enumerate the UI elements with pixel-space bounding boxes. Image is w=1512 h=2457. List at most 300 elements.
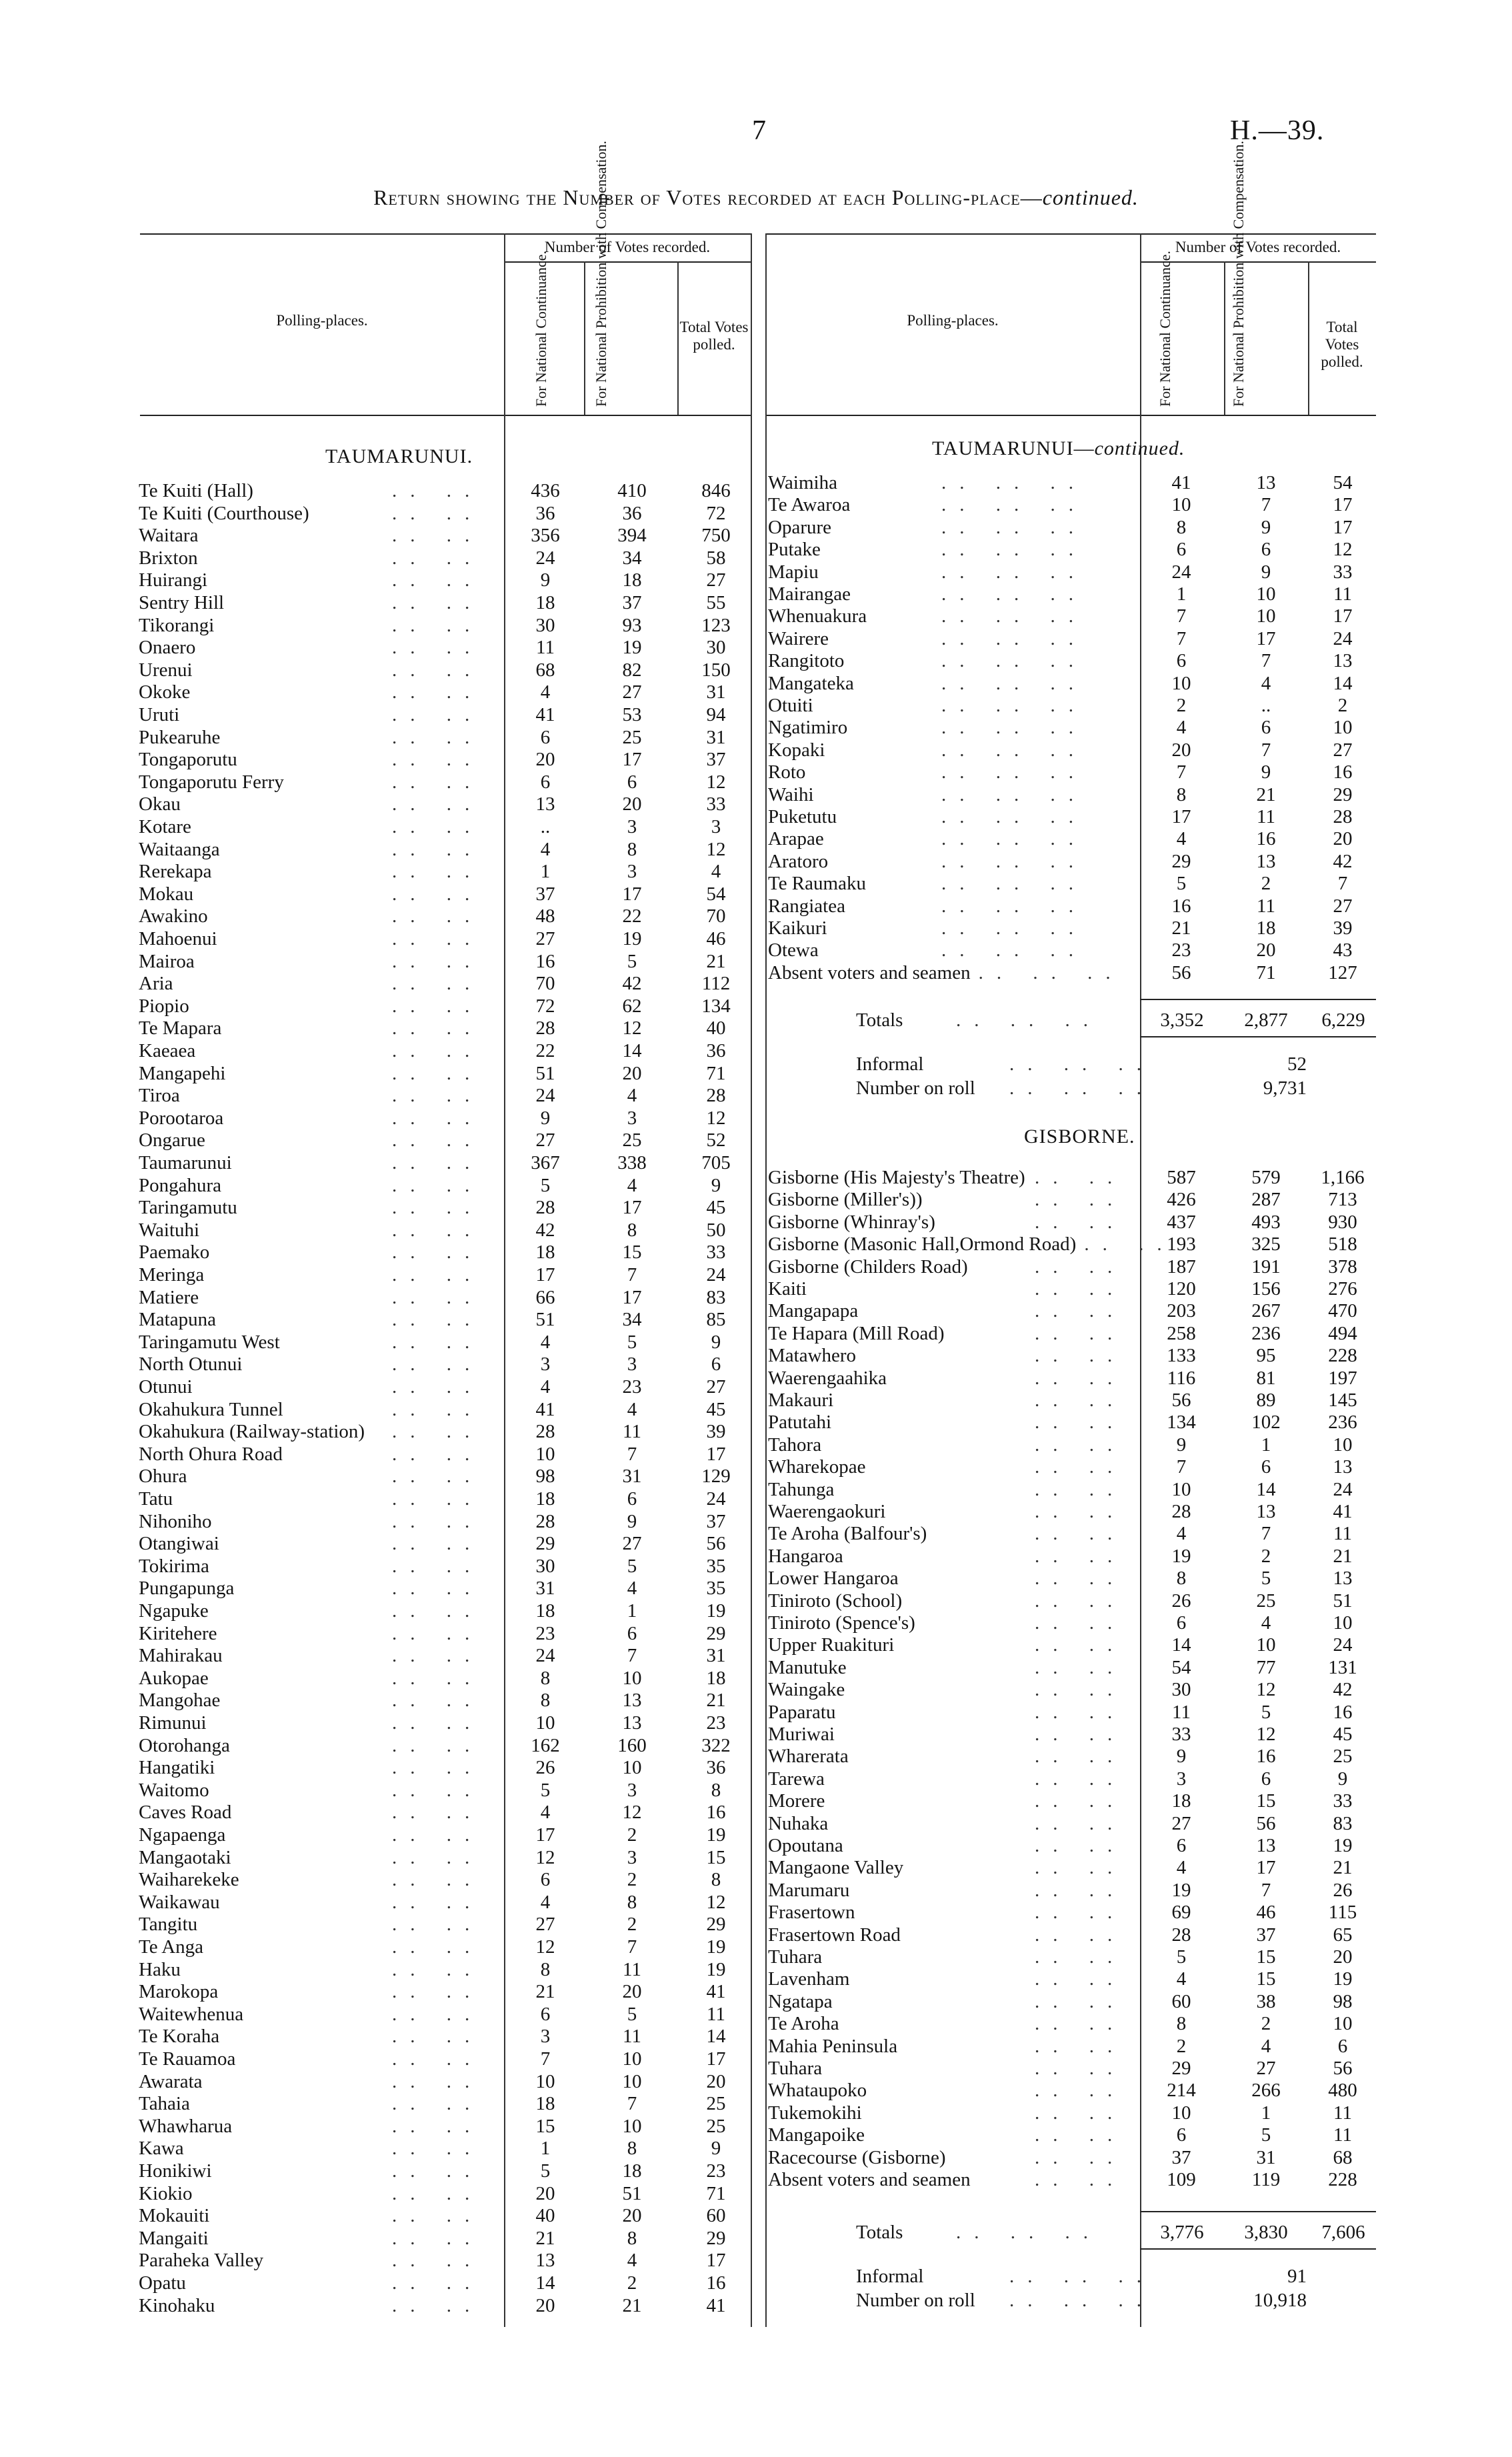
polling-place-name: Matawhero [768,1345,857,1367]
leader-dots: .. .. [1035,1724,1126,1745]
prohibition-votes: 236 [1251,1322,1281,1344]
leader-dots: .. .. [1035,1634,1126,1656]
prohibition-votes: 6 [1261,1768,1271,1790]
continuance-votes: 27 [535,928,555,949]
table-row [768,1880,1376,1902]
leader-dots: .. .. [392,2115,483,2137]
table-row [139,1802,751,1824]
table-row [768,1189,1376,1211]
table-row [768,1746,1376,1768]
continuance-votes: 1 [1176,583,1187,605]
leader-dots: .. .. [1035,1812,1126,1834]
leader-dots: .. .. .. [941,561,1087,583]
continuance-votes: 4 [540,1802,551,1824]
leader-dots: .. .. [1035,1879,1126,1901]
leader-dots: .. .. [1035,2102,1126,2124]
totals-continuance-gisborne: 3,776 [1160,2222,1204,2243]
total-votes: 2 [1337,695,1348,716]
continuance-votes: 4 [1176,1857,1187,1879]
total-votes: 480 [1328,2080,1357,2102]
table-row [768,1657,1376,1679]
leader-dots: .. .. [392,2205,483,2227]
table-row [139,1757,751,1779]
prohibition-votes: 20 [1256,939,1276,961]
table-row [139,1981,751,2003]
prohibition-heading-right: For National Prohibition with Compensation. [1230,140,1247,407]
table-row [768,1234,1376,1256]
leader-dots: .. .. .. [956,1009,1101,1031]
prohibition-votes: 10 [622,2070,642,2092]
leader-dots: .. .. [1035,1345,1126,1367]
total-votes: 31 [706,726,726,748]
leader-dots: .. .. [392,1667,483,1689]
leader-dots: .. .. [392,1398,483,1420]
totals-rule-top-b [1140,2211,1376,2212]
continuance-votes: 69 [1171,1902,1191,1924]
leader-dots: .. .. [392,2272,483,2294]
leader-dots: .. .. .. [941,539,1087,561]
prohibition-votes: 17 [622,883,642,905]
leader-dots: .. .. [1035,1701,1126,1723]
prohibition-votes: 6 [1261,717,1271,739]
prohibition-votes: 38 [1256,1990,1276,2012]
prohibition-votes: 7 [1261,1879,1271,1901]
continuance-votes: 13 [535,793,555,815]
total-votes: 45 [706,1197,726,1219]
total-heading-left: Total Votes polled. [679,319,749,353]
total-votes: 31 [706,681,726,703]
leader-dots: .. .. .. [941,939,1087,961]
totals-row-gisborne [856,2220,1149,2244]
continuance-votes: 356 [531,525,560,547]
total-votes: 9 [711,1174,721,1196]
polling-place-name: Arapae [768,828,824,850]
leader-dots: .. .. [392,2026,483,2048]
prohibition-votes: 5 [1261,1701,1271,1723]
continuance-votes: 66 [535,1286,555,1308]
table-row [139,2138,751,2160]
leader-dots: .. .. [392,1981,483,2003]
table-row [139,547,751,569]
total-votes: 12 [706,771,726,793]
prohibition-votes: 266 [1251,2080,1281,2102]
title-text: Return showing the Number of Votes recorded at each Polling-place— [373,185,1043,209]
continuance-votes: 20 [1171,739,1191,761]
leader-dots: .. .. [392,1017,483,1039]
prohibition-votes: 7 [1261,739,1271,761]
total-votes: 228 [1328,1345,1357,1367]
totals-total-gisborne: 7,606 [1321,2222,1365,2243]
total-votes: 705 [701,1152,731,1173]
continuance-votes: 5 [540,2160,551,2182]
polling-place-name: Piopio [139,995,189,1017]
leader-dots: .. .. [1035,1946,1126,1968]
continuance-votes: 8 [540,1667,551,1689]
total-votes: 20 [1333,828,1353,850]
leader-dots: .. .. [1035,1478,1126,1500]
table-row [139,1107,751,1129]
leader-dots: .. .. [1035,1367,1126,1389]
prohibition-votes: 7 [627,1645,637,1667]
continuance-votes: 18 [1171,1790,1191,1812]
table-row [768,828,1376,850]
total-votes: 60 [706,2205,726,2227]
table-row [139,1040,751,1062]
leader-dots: .. .. [392,1510,483,1532]
table-row [768,761,1376,783]
table-row [139,861,751,883]
continuance-votes: 426 [1167,1189,1196,1211]
polling-place-name: Te Aroha [768,2013,839,2035]
continuance-votes: 187 [1167,1256,1196,1278]
leader-dots: .. .. .. [941,828,1087,850]
continuance-votes: 16 [535,950,555,972]
continuance-votes: 367 [531,1152,560,1173]
total-votes: 50 [706,1219,726,1241]
prohibition-votes: 8 [627,1219,637,1241]
leader-dots: .. .. [1035,1790,1126,1812]
total-votes: 8 [711,1869,721,1891]
leader-dots: .. .. [392,861,483,883]
total-votes: 40 [706,1017,726,1039]
polling-place-name: Te Raumaku [768,873,866,895]
table-row [768,717,1376,739]
polling-place-name: Muriwai [768,1724,835,1745]
informal-value-gisborne: 91 [1287,2266,1307,2287]
prohibition-votes: 17 [622,1197,642,1219]
prohibition-votes: 89 [1256,1390,1276,1411]
divider-left-2 [584,261,585,415]
total-votes: 4 [711,861,721,883]
total-votes: 21 [1333,1857,1353,1879]
continuance-votes: 29 [1171,850,1191,872]
leader-dots: .. .. [392,1712,483,1734]
total-votes: 1,166 [1321,1167,1365,1188]
continuance-votes: 23 [1171,939,1191,961]
prohibition-votes: 2 [627,1824,637,1846]
polling-place-name: Kawa [139,2138,184,2160]
total-votes: 30 [706,637,726,659]
total-votes: 28 [706,1085,726,1107]
total-votes: 51 [1333,1590,1353,1612]
continuance-votes: 26 [535,1757,555,1779]
continuance-votes: 7 [540,2048,551,2070]
polling-place-name: Mairoa [139,950,195,972]
prohibition-votes: 34 [622,1309,642,1331]
total-votes: 276 [1328,1278,1357,1300]
leader-dots: .. .. [392,2294,483,2316]
polling-place-name: Urenui [139,659,193,681]
continuance-votes: 4 [540,1376,551,1398]
votes-recorded-heading-left: Number of Votes recorded. [544,239,711,255]
table-row [768,695,1376,717]
continuance-votes: 11 [536,637,555,659]
prohibition-votes: 10 [622,2048,642,2070]
polling-place-name: Awarata [139,2070,203,2092]
table-row [139,1578,751,1600]
polling-place-name: Te Anga [139,1936,204,1958]
table-row [139,592,751,614]
leader-dots: .. .. [392,2182,483,2204]
leader-dots: .. .. [392,1466,483,1488]
polling-place-name: Pungapunga [139,1578,235,1600]
continuance-votes: 8 [540,1690,551,1712]
total-votes: 930 [1328,1211,1357,1233]
prohibition-votes: 3 [627,1846,637,1868]
table-row [768,895,1376,917]
polling-place-name: Okau [139,793,181,815]
roll-value-gisborne: 10,918 [1253,2290,1307,2311]
total-votes: 10 [1333,2013,1353,2035]
leader-dots: .. .. [1035,1857,1126,1879]
leader-dots: .. .. [392,569,483,591]
prohibition-votes: 22 [622,905,642,927]
total-votes: 46 [706,928,726,949]
polling-place-name: Opatu [139,2272,186,2294]
total-votes: 10 [1333,717,1353,739]
table-row [139,2228,751,2250]
polling-place-name: Tiniroto (School) [768,1590,903,1612]
polling-place-name: Kaeaea [139,1040,196,1061]
prohibition-votes: 20 [622,793,642,815]
polling-place-name: Onaero [139,637,196,659]
prohibition-votes: 156 [1251,1278,1281,1300]
table-row [139,816,751,838]
continuance-votes: 214 [1167,2080,1196,2102]
totals-continuance-taumarunui: 3,352 [1160,1009,1204,1031]
continuance-votes: 56 [1171,961,1191,983]
leader-dots: .. .. .. [941,895,1087,917]
polling-place-name: Tukemokihi [768,2102,862,2124]
prohibition-votes: 27 [622,681,642,703]
prohibition-votes: 191 [1251,1256,1281,1278]
table-row [768,2013,1376,2035]
table-row [768,605,1376,627]
leader-dots: .. .. [392,2138,483,2160]
total-votes: 27 [1333,895,1353,917]
continuance-votes: 162 [531,1734,560,1756]
prohibition-votes: 15 [622,1242,642,1264]
total-votes: 197 [1328,1367,1357,1389]
polling-place-name: Marokopa [139,1981,219,2003]
prohibition-votes: 11 [623,2026,641,2048]
table-row [139,1399,751,1421]
leader-dots: .. .. [392,1936,483,1958]
total-votes: 322 [701,1734,731,1756]
table-row [139,1017,751,1039]
total-votes: 12 [706,838,726,860]
prohibition-votes: 4 [627,1085,637,1107]
roll-value-taumarunui: 9,731 [1263,1077,1307,1099]
prohibition-votes: 3 [627,861,637,883]
total-votes: 19 [706,1600,726,1622]
informal-row-gisborne [856,2264,1155,2288]
prohibition-votes: 7 [627,2093,637,2115]
leader-dots: .. .. .. [941,472,1087,493]
total-votes: 12 [706,1891,726,1913]
polling-place-name: Hangatiki [139,1757,215,1779]
total-votes: 112 [701,973,731,995]
polling-place-name: Patutahi [768,1412,832,1434]
leader-dots: .. .. [392,1555,483,1577]
prohibition-votes: 11 [623,1421,641,1443]
leader-dots: .. .. [392,1757,483,1779]
prohibition-votes: 17 [1256,1857,1276,1879]
total-votes: 518 [1328,1234,1357,1256]
total-votes: 35 [706,1578,726,1600]
continuance-votes: 41 [535,1398,555,1420]
divider-right-2 [1224,261,1225,415]
prohibition-heading-left: For National Prohibition with Compensation. [593,140,609,407]
leader-dots: .. .. .. [941,917,1087,939]
table-row [139,2160,751,2182]
prohibition-votes: 95 [1256,1345,1276,1367]
table-row [139,615,751,637]
leader-dots: .. .. [392,2160,483,2182]
polling-place-name: Mangapehi [139,1062,226,1084]
table-row [768,1546,1376,1568]
total-votes: 70 [706,905,726,927]
polling-place-name: Paemako [139,1242,210,1264]
prohibition-votes: 9 [627,1510,637,1532]
leader-dots: .. .. [392,1443,483,1465]
table-row [768,2147,1376,2169]
polling-place-name: Rangitoto [768,650,845,672]
table-row [768,1278,1376,1300]
total-heading-right: Total Votes polled. [1321,319,1363,370]
continuance-votes: 29 [535,1533,555,1555]
table-row [139,771,751,793]
table-row [768,1612,1376,1634]
continuance-votes: 30 [535,1555,555,1577]
total-votes: 65 [1333,1924,1353,1946]
table-row [139,1735,751,1757]
total-votes: 23 [706,2160,726,2182]
total-votes: 42 [1333,850,1353,872]
continuance-votes: 8 [1176,516,1187,538]
continuance-votes: 10 [535,1712,555,1734]
prohibition-votes: 2 [1261,873,1271,895]
polling-place-name: Wharekopae [768,1456,866,1478]
polling-place-name: Rangiatea [768,895,845,917]
table-row [768,1924,1376,1946]
table-row [768,1857,1376,1879]
total-votes: 24 [1333,1478,1353,1500]
total-votes: 17 [1333,605,1353,627]
continuance-votes: 54 [1171,1656,1191,1678]
table-row [139,1869,751,1891]
prohibition-votes: 10 [1256,605,1276,627]
table-row [768,1813,1376,1835]
leader-dots: .. .. [392,1600,483,1622]
polling-place-name: Paraheka Valley [139,2250,264,2272]
total-votes: 36 [706,1757,726,1779]
leader-dots: .. .. [1035,1501,1126,1522]
leader-dots: .. .. [392,1690,483,1712]
continuance-votes: 10 [535,2070,555,2092]
polling-place-name: Ngapaenga [139,1824,226,1846]
leader-dots: .. .. [392,1242,483,1264]
prohibition-votes: 15 [1256,1946,1276,1968]
total-votes: 29 [1333,783,1353,805]
prohibition-votes: 11 [1257,806,1275,827]
table-row [768,1902,1376,1924]
table-row [768,1946,1376,1968]
leader-dots: .. .. [392,1869,483,1891]
polling-place-name: Porootaroa [139,1107,224,1129]
prohibition-votes: 338 [617,1152,647,1173]
total-votes: 494 [1328,1322,1357,1344]
table-row [139,1466,751,1488]
continuance-votes: 28 [535,1421,555,1443]
prohibition-votes: 23 [622,1376,642,1398]
total-votes: 55 [706,592,726,613]
polling-place-name: Aria [139,973,173,995]
leader-dots: .. .. [1035,1990,1126,2012]
table-row [768,1434,1376,1456]
total-votes: 131 [1328,1656,1357,1678]
leader-dots: .. .. [1035,1322,1126,1344]
table-row [139,1712,751,1734]
polling-place-name: Matapuna [139,1309,216,1331]
continuance-votes: 18 [535,592,555,613]
leader-dots: .. .. [392,1085,483,1107]
prohibition-votes: 579 [1251,1167,1281,1188]
leader-dots: .. .. .. [941,672,1087,694]
total-votes: 19 [1333,1835,1353,1856]
table-row [768,806,1376,828]
table-row [139,1197,751,1219]
leader-dots: .. .. [392,1376,483,1398]
continuance-votes: 7 [1176,605,1187,627]
leader-dots: .. .. [1035,2169,1126,2190]
leader-dots: .. .. .. [978,961,1124,983]
votes-recorded-heading-right: Number of Votes recorded. [1175,239,1341,255]
section-title-taumarunui: TAUMARUNUI. [325,445,473,467]
continuance-votes: 26 [1171,1590,1191,1612]
table-row [139,2295,751,2317]
leader-dots: .. .. [392,1174,483,1196]
leader-dots: .. .. [392,816,483,837]
page-number: 7 [752,115,766,146]
polling-place-name: Waerengaahika [768,1367,887,1389]
prohibition-votes: 12 [1256,1724,1276,1745]
polling-place-name: Mairangae [768,583,851,605]
document-reference: H.—39. [1230,115,1325,146]
leader-dots: .. .. [1035,2035,1126,2057]
polling-place-name: Putake [768,539,821,561]
continuance-votes: 116 [1167,1367,1196,1389]
polling-place-name: Lower Hangaroa [768,1568,899,1590]
polling-place-name: Gisborne (Miller's)) [768,1189,923,1211]
continuance-votes: 68 [535,659,555,681]
leader-dots: .. .. [392,2227,483,2249]
continuance-votes: 3 [540,2026,551,2048]
table-row [768,1835,1376,1857]
leader-dots: .. .. [392,681,483,703]
continuance-votes: 19 [1171,1545,1191,1567]
polling-place-name: Absent voters and seamen [768,961,971,983]
continuance-votes: 30 [535,614,555,636]
polling-place-name: Ohura [139,1466,187,1488]
prohibition-votes: 77 [1256,1656,1276,1678]
total-votes: 13 [1333,1456,1353,1478]
total-votes: 17 [1333,516,1353,538]
table-row [768,1568,1376,1590]
continuance-votes: 2 [1176,695,1187,716]
polling-place-name: Kopaki [768,739,825,761]
table-row [139,503,751,525]
